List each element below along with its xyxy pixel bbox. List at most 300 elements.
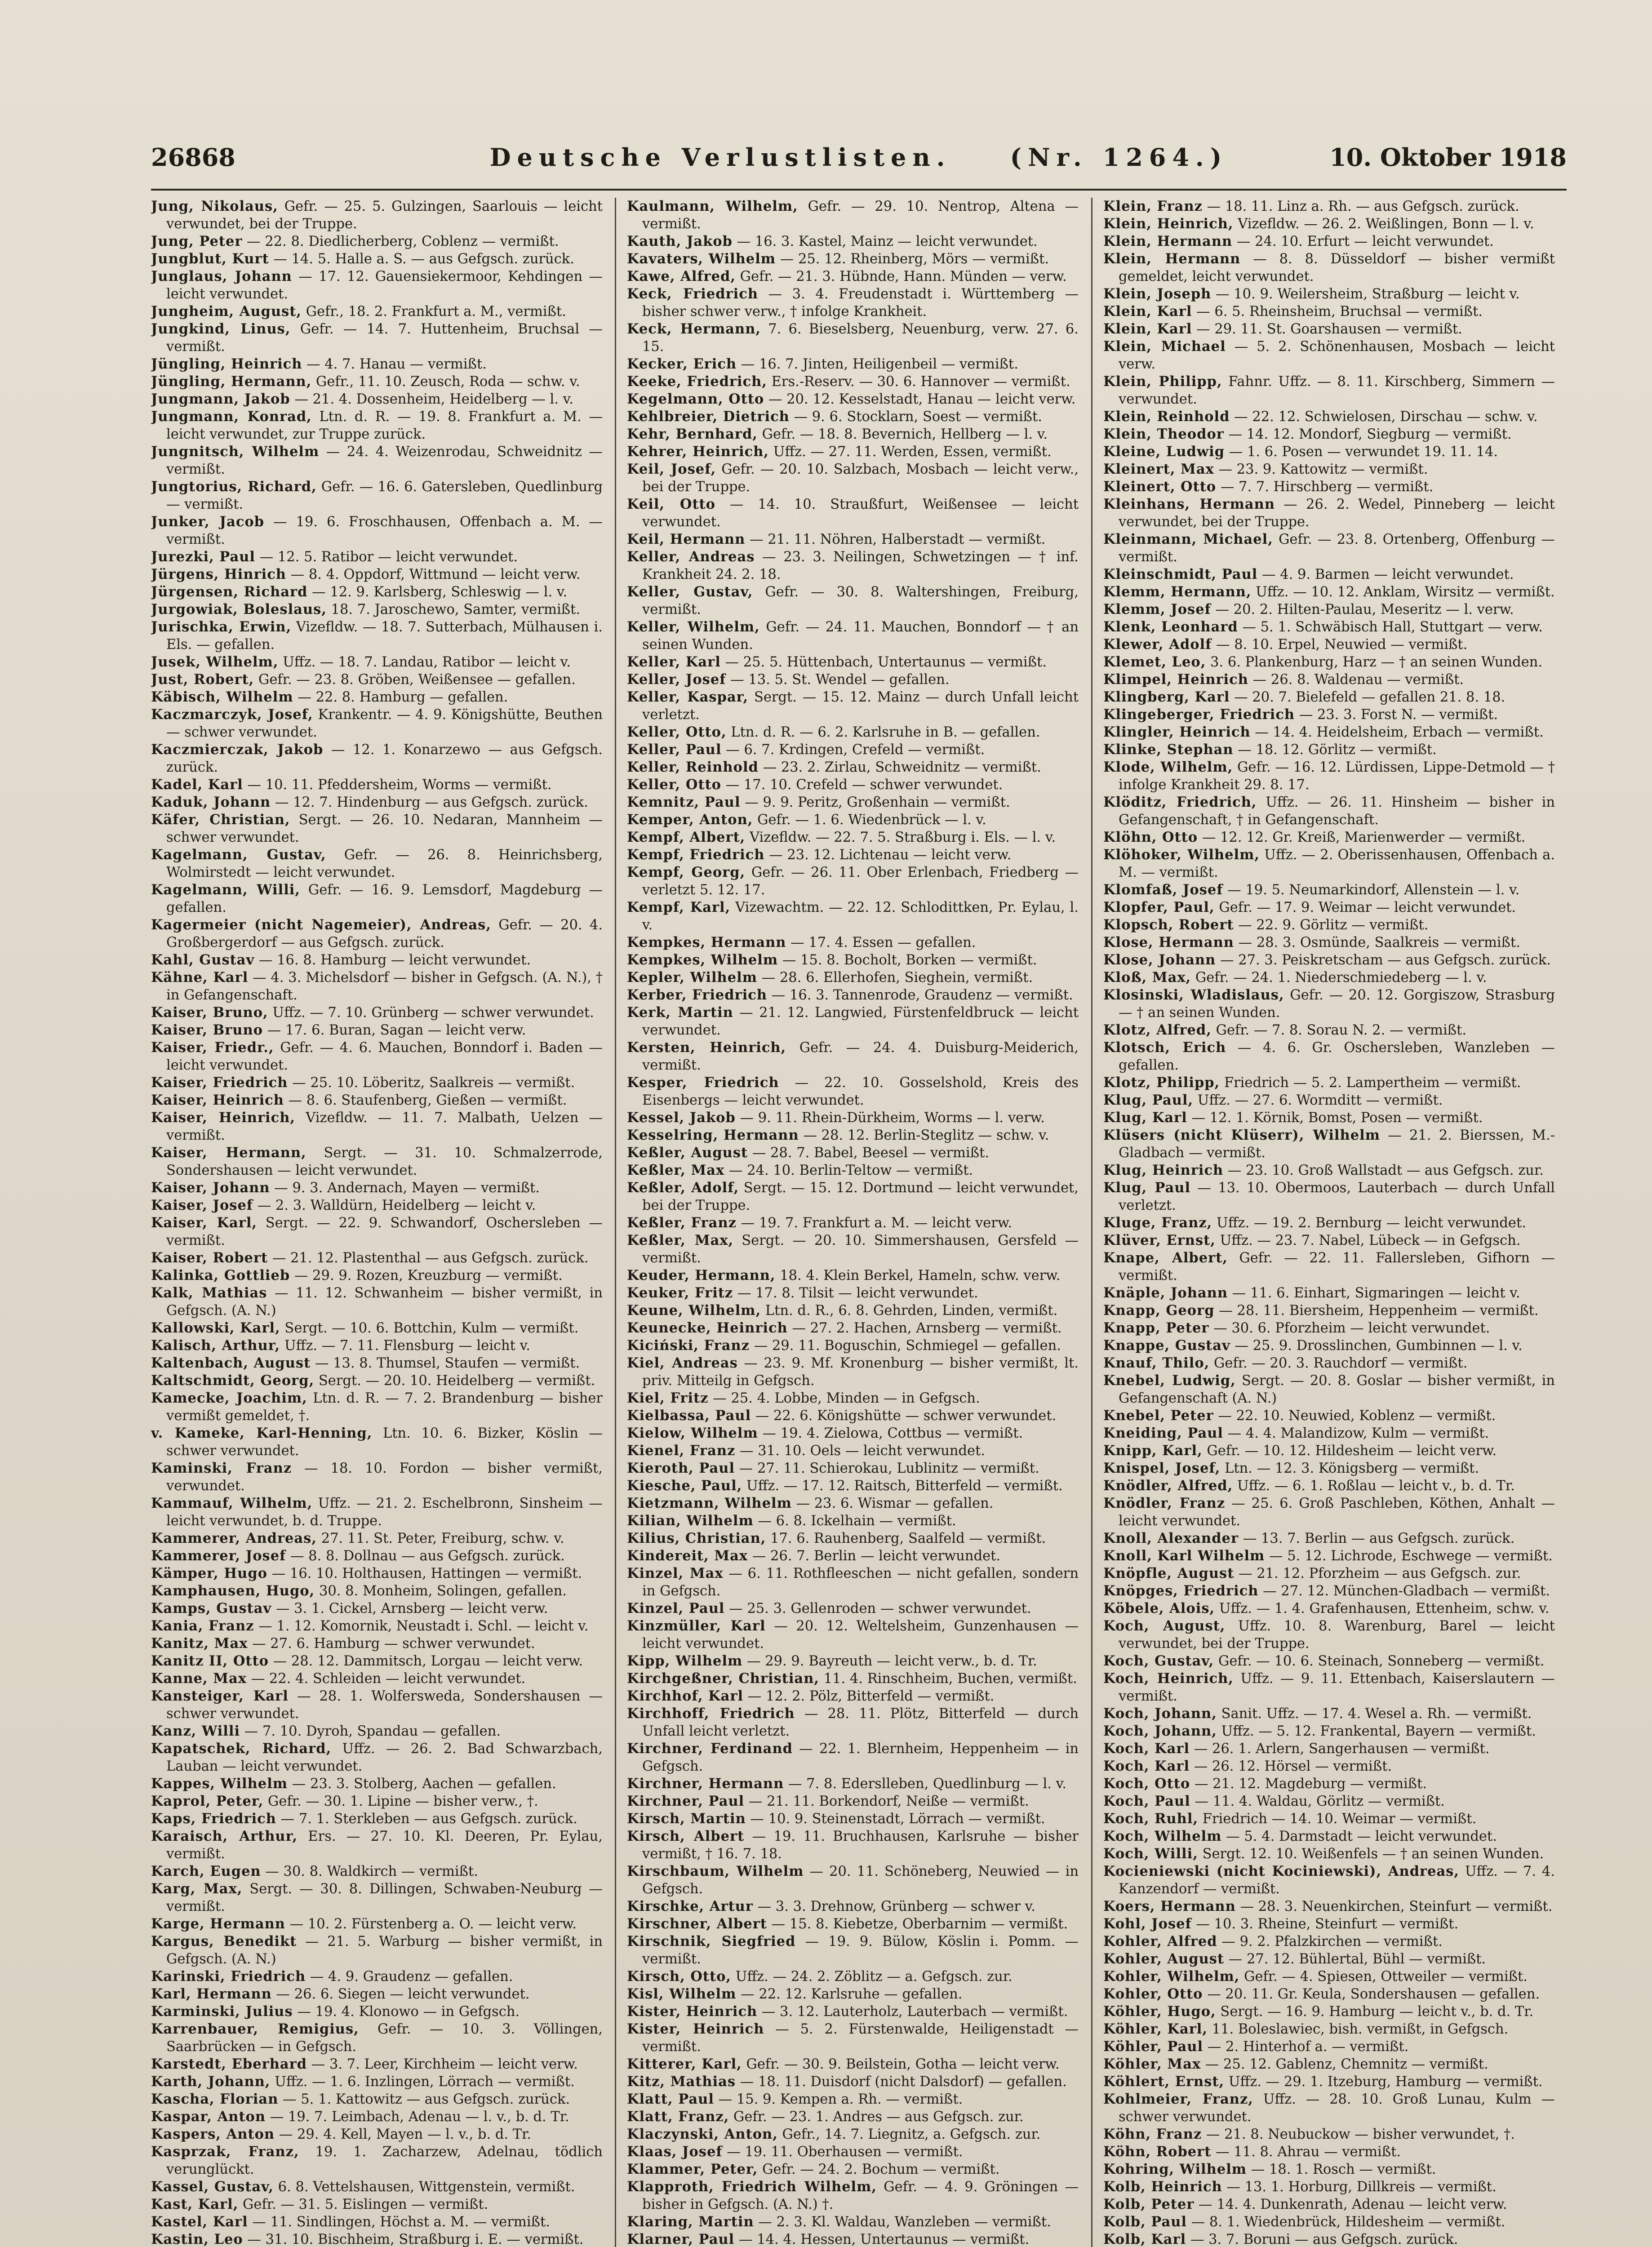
entry-details: — 5. 4. Darmstadt — leicht verwundet.	[1226, 1829, 1497, 1844]
entry-details: — 16. 3. Kastel, Mainz — leicht verwundet.	[737, 234, 1038, 249]
list-entry	[151, 198, 603, 233]
entry-details: — 2. 3. Walldürn, Heidelberg — leicht v.	[257, 1198, 536, 1213]
entry-name: Klingeberger, Friedrich	[1103, 706, 1295, 723]
entry-details: 18. 4. Klein Berkel, Hameln, schw. verw.	[780, 1268, 1061, 1283]
entry-name: Koch, August,	[1103, 1618, 1226, 1634]
list-entry	[151, 1372, 603, 1390]
list-entry	[627, 1074, 1079, 1109]
entry-name: Karrenbauer, Remigius,	[151, 2021, 359, 2037]
entry-details: 19. 1. Zacharzew, Adelnau, tödlich verunglückt.	[166, 2144, 603, 2177]
entry-name: Kirsch, Albert	[627, 1828, 745, 1844]
list-entry	[151, 881, 603, 916]
list-entry	[1103, 1495, 1555, 1530]
entry-name: Klug, Karl	[1103, 1110, 1187, 1126]
list-entry	[627, 1407, 1079, 1425]
entry-details: Sergt. — 20. 8. Goslar — bisher vermißt, in Gefangenschaft (A. N.)	[1119, 1373, 1555, 1406]
list-entry	[151, 1074, 603, 1092]
list-entry	[151, 2073, 603, 2091]
list-entry	[627, 1495, 1079, 1512]
entry-name: Knape, Albert,	[1103, 1250, 1228, 1266]
entry-details: — 28. 11. Biersheim, Heppenheim — vermißt.	[1219, 1303, 1539, 1319]
entry-details: — 8. 6. Staufenberg, Gießen — vermißt.	[288, 1092, 567, 1108]
list-entry	[151, 1723, 603, 1740]
entry-details: Sergt. — 20. 10. Heidelberg — vermißt.	[318, 1373, 595, 1389]
list-entry	[1103, 198, 1555, 215]
entry-name: Kagermeier (nicht Nagemeier), Andreas,	[151, 917, 491, 933]
entry-details: — 20. 12. Weltelsheim, Gunzenhausen — leicht verwundet.	[642, 1618, 1079, 1652]
entry-name: Kiesche, Paul,	[627, 1478, 742, 1494]
entry-details: Uffz. — 9. 11. Ettenbach, Kaiserslautern — vermißt.	[1119, 1671, 1555, 1704]
entry-name: Köhn, Franz	[1103, 2126, 1202, 2142]
entry-details: 30. 8. Monheim, Solingen, gefallen.	[319, 1583, 567, 1599]
entry-details: — 12. 12. Gr. Kreiß, Marienwerder — vermißt.	[1202, 830, 1526, 845]
list-entry	[151, 1179, 603, 1197]
list-entry	[627, 2143, 1079, 2161]
list-entry	[151, 951, 603, 969]
entry-name: Käbisch, Wilhelm	[151, 689, 293, 705]
entry-details: Uffz. — 1. 4. Grafenhausen, Ettenheim, schw. v.	[1219, 1601, 1550, 1616]
list-entry	[1103, 1968, 1555, 1985]
list-entry	[1103, 1477, 1555, 1495]
entry-name: Klaas, Josef	[627, 2144, 723, 2160]
entry-name: Kaspar, Anton	[151, 2109, 266, 2125]
entry-details: — 5. 2. Fürstenwalde, Heiligenstadt — vermißt.	[642, 2021, 1079, 2055]
entry-name: Klein, Joseph	[1103, 286, 1212, 302]
entry-name: Kawe, Alfred,	[627, 268, 736, 284]
list-entry	[1103, 1407, 1555, 1425]
entry-name: Kienel, Franz	[627, 1443, 736, 1459]
entry-name: Junker, Jacob	[151, 514, 265, 530]
entry-details: Fahnr. Uffz. — 8. 11. Kirschberg, Simmern — verwundet.	[1119, 374, 1555, 407]
entry-details: — 6. 11. Rothfleeschen — nicht gefallen, sondern in Gefgsch.	[642, 1566, 1079, 1599]
entry-details: Ltn. d. R., 6. 8. Gehrden, Linden, vermißt.	[765, 1303, 1058, 1319]
entry-name: Kadel, Karl	[151, 777, 243, 793]
entry-name: Klatt, Franz,	[627, 2109, 729, 2125]
entry-name: Kammerer, Josef	[151, 1548, 286, 1564]
list-entry	[151, 2108, 603, 2126]
list-entry	[1103, 2003, 1555, 2021]
entry-details: — 3. 7. Leer, Kirchheim — leicht verw.	[311, 2056, 578, 2072]
list-entry	[1103, 846, 1555, 881]
list-entry	[1103, 215, 1555, 233]
entry-name: Jungnitsch, Wilhelm	[151, 444, 320, 460]
entry-name: Klemet, Leo,	[1103, 654, 1206, 670]
entry-name: Klöhn, Otto	[1103, 829, 1198, 845]
entry-name: Kneiding, Paul	[1103, 1425, 1223, 1441]
entry-name: Knapp, Peter	[1103, 1320, 1209, 1336]
entry-details: — 13. 7. Berlin — aus Gefgsch. zurück.	[1243, 1531, 1515, 1546]
list-entry	[1103, 303, 1555, 320]
entry-name: Jusek, Wilhelm,	[151, 654, 279, 670]
entry-name: Kavaters, Wilhelm	[627, 251, 776, 267]
entry-name: Kilian, Wilhelm	[627, 1513, 754, 1529]
list-entry	[151, 671, 603, 688]
list-entry	[151, 653, 603, 671]
list-entry	[627, 794, 1079, 811]
entry-name: Keller, Gustav,	[627, 584, 753, 600]
list-entry	[1103, 2161, 1555, 2178]
entry-details: Uffz. — 5. 12. Frankental, Bayern — vermißt.	[1221, 1723, 1536, 1739]
list-entry	[1103, 881, 1555, 899]
list-entry	[151, 2091, 603, 2108]
list-entry	[1103, 461, 1555, 478]
list-entry	[151, 1319, 603, 1337]
list-entry	[1103, 2178, 1555, 2196]
list-entry	[1103, 583, 1555, 601]
entry-details: — 23. 2. Zirlau, Schweidnitz — vermißt.	[763, 759, 1041, 775]
entry-name: Koch, Ruhl,	[1103, 1811, 1199, 1827]
entry-name: Keßler, Max,	[627, 1232, 734, 1248]
list-entry	[627, 233, 1079, 250]
entry-name: Kolb, Peter	[1103, 2196, 1195, 2212]
entry-name: Klug, Heinrich	[1103, 1162, 1224, 1178]
entry-details: — 31. 10. Oels — leicht verwundet.	[740, 1443, 986, 1459]
entry-name: Kiciński, Franz	[627, 1337, 750, 1354]
entry-name: Köbele, Alois,	[1103, 1600, 1215, 1616]
list-entry	[151, 846, 603, 881]
list-entry	[1103, 1425, 1555, 1442]
list-entry	[151, 969, 603, 1004]
entry-name: Kinzel, Max	[627, 1565, 724, 1581]
entry-name: Knipp, Karl,	[1103, 1443, 1203, 1459]
entry-name: Klotsch, Erich	[1103, 1039, 1226, 1056]
entry-details: Sergt. — 15. 12. Dortmund — leicht verwundet, bei der Truppe.	[642, 1180, 1079, 1213]
entry-details: — 8. 8. Dollnau — aus Gefgsch. zurück.	[290, 1548, 565, 1564]
entry-name: Knispel, Josef,	[1103, 1460, 1221, 1476]
entry-name: Klein, Reinhold	[1103, 409, 1230, 425]
entry-name: Karch, Eugen	[151, 1863, 261, 1879]
entry-name: Karinski, Friedrich	[151, 1968, 306, 1985]
list-entry	[627, 2003, 1079, 2021]
entry-name: Kehrer, Heinrich,	[627, 444, 769, 460]
list-entry	[1103, 1460, 1555, 1477]
entry-name: Kipp, Wilhelm	[627, 1653, 743, 1669]
list-entry	[627, 355, 1079, 373]
entry-details: — 4. 7. Hanau — vermißt.	[306, 356, 487, 372]
list-entry	[1103, 566, 1555, 583]
entry-details: Sergt. — 26. 10. Nedaran, Mannheim — schwer verwundet.	[166, 812, 603, 845]
list-entry	[627, 1687, 1079, 1705]
entry-details: Gefr. — 29. 10. Nentrop, Altena — vermißt.	[642, 199, 1079, 232]
entry-name: Klein, Karl	[1103, 303, 1192, 320]
entry-name: Kaiser, Johann	[151, 1180, 270, 1196]
entry-name: Kohler, Otto	[1103, 1986, 1203, 2002]
entry-details: — 17. 8. Tilsit — leicht verwundet.	[737, 1285, 978, 1301]
entry-details: — 23. 9. Kattowitz — vermißt.	[1218, 462, 1428, 477]
entry-details: — 21. 2. Bierssen, M.-Gladbach — vermißt.	[1119, 1128, 1555, 1161]
list-entry	[151, 2143, 603, 2178]
entry-details: Sergt. — 15. 12. Mainz — durch Unfall leicht verletzt.	[642, 689, 1079, 723]
entry-details: Gefr. — 4. 6. Mauchen, Bonndorf i. Baden — leicht verwundet.	[166, 1040, 603, 1073]
list-entry	[1103, 2196, 1555, 2213]
entry-name: Kallowski, Karl,	[151, 1320, 280, 1336]
list-entry	[151, 373, 603, 391]
entry-name: Kocieniewski (nicht Kociniewski), Andreas,	[1103, 1863, 1460, 1879]
entry-name: Klopsch, Robert	[1103, 917, 1234, 933]
list-entry	[1103, 1092, 1555, 1109]
entry-details: — 21. 12. Pforzheim — aus Gefgsch. zur.	[1239, 1566, 1521, 1581]
entry-name: Kehlbreier, Dietrich	[627, 409, 790, 425]
entry-details: — 23. 3. Neilingen, Schwetzingen — † inf. Krankheit 24. 2. 18.	[642, 549, 1079, 582]
entry-name: Kasprzak, Franz,	[151, 2144, 299, 2160]
entry-name: Jürgensen, Richard	[151, 584, 308, 600]
entry-name: Kemper, Anton,	[627, 812, 753, 828]
list-entry	[1103, 934, 1555, 951]
entry-details: — 22. 10. Gosselshold, Kreis des Eisenbergs — leicht verwundet.	[642, 1075, 1079, 1108]
entry-name: Keil, Josef,	[627, 461, 716, 477]
list-entry	[1103, 1214, 1555, 1232]
entry-name: Kanitz II, Otto	[151, 1653, 269, 1669]
entry-details: Gefr. — 21. 3. Hübnde, Hann. Münden — verw.	[740, 269, 1067, 284]
list-entry	[1103, 1950, 1555, 1968]
entry-details: — 7. 1. Sterkleben — aus Gefgsch. zurück.	[280, 1811, 577, 1827]
entry-name: Kaiser, Friedrich	[151, 1075, 288, 1091]
list-entry	[1103, 1723, 1555, 1740]
entry-name: Kessel, Jakob	[627, 1110, 736, 1126]
entry-details: — 14. 4. Heidelsheim, Erbach — vermißt.	[1255, 724, 1544, 740]
entry-details: Gefr. — 16. 12. Lürdissen, Lippe-Detmold — † infolge Krankheit 29. 8. 17.	[1119, 759, 1555, 793]
entry-details: Gefr. — 26. 8. Heinrichsberg, Wolmirstedt — leicht verwundet.	[166, 847, 603, 880]
list-entry	[1103, 1179, 1555, 1214]
list-entry	[1103, 2091, 1555, 2126]
entry-details: Gefr. — 23. 8. Gröben, Weißensee — gefallen.	[258, 672, 576, 688]
entry-name: Kastel, Karl	[151, 2214, 248, 2230]
entry-name: Kempkes, Wilhelm	[627, 952, 778, 968]
column-3	[1103, 198, 1555, 2247]
entry-details: — 20. 12. Kesselstadt, Hanau — leicht verw.	[768, 391, 1076, 407]
list-entry	[627, 688, 1079, 724]
entry-name: Kagelmann, Gustav,	[151, 847, 326, 863]
list-entry	[1103, 478, 1555, 496]
entry-details: — 30. 6. Pforzheim — leicht verwundet.	[1213, 1320, 1490, 1336]
entry-details: Gefr. — 20. 3. Rauchdorf — vermißt.	[1214, 1355, 1468, 1371]
list-entry	[627, 268, 1079, 285]
list-entry	[1103, 2038, 1555, 2056]
list-entry	[1103, 1915, 1555, 1933]
entry-details: Uffz. — 23. 7. Nabel, Lübeck — in Gefgsch.	[1220, 1233, 1521, 1248]
entry-name: Kascha, Florian	[151, 2091, 279, 2107]
entry-name: Kammerer, Andreas,	[151, 1530, 317, 1546]
entry-name: Kirschbaum, Wilhelm	[627, 1863, 804, 1879]
list-entry	[151, 1109, 603, 1144]
list-entry	[627, 1425, 1079, 1442]
entry-name: Kister, Heinrich	[627, 2003, 758, 2020]
entry-name: Kleinmann, Michael,	[1103, 531, 1273, 547]
entry-name: Koch, Gustav,	[1103, 1653, 1214, 1669]
entry-name: Keuder, Hermann,	[627, 1267, 776, 1283]
entry-details: — 28. 3. Neuenkirchen, Steinfurt — vermißt.	[1240, 1899, 1553, 1914]
entry-name: Keil, Otto	[627, 496, 715, 512]
list-entry	[627, 2231, 1079, 2247]
entry-details: — 13. 10. Obermoos, Lauterbach — durch Unfall verletzt.	[1119, 1180, 1555, 1213]
list-entry	[1103, 285, 1555, 303]
entry-name: Koch, Willi,	[1103, 1846, 1198, 1862]
entry-details: — 25. 5. Hüttenbach, Untertaunus — vermißt.	[725, 654, 1047, 670]
entry-details: Gefr. — 30. 8. Waltershingen, Freiburg, vermißt.	[642, 584, 1079, 617]
entry-name: Kitterer, Karl,	[627, 2056, 742, 2072]
list-entry	[151, 355, 603, 373]
list-entry	[627, 934, 1079, 951]
list-entry	[151, 706, 603, 741]
list-entry	[1103, 1793, 1555, 1810]
entry-details: Uffz. — 21. 2. Eschelbronn, Sinsheim — leicht verwundet, b. d. Truppe.	[166, 1496, 603, 1529]
entry-name: Kaltschmidt, Georg,	[151, 1372, 315, 1389]
entry-name: Kaiser, Hermann,	[151, 1145, 306, 1161]
entry-name: Jurischka, Erwin,	[151, 619, 292, 635]
entry-name: Köhler, Max	[1103, 2056, 1201, 2072]
entry-details: — 17. 10. Crefeld — schwer verwundet.	[725, 777, 1003, 793]
entry-name: Kahl, Gustav	[151, 952, 255, 968]
list-entry	[151, 2178, 603, 2196]
entry-details: — 14. 4. Dunkenrath, Adenau — leicht verw.	[1199, 2197, 1507, 2212]
entry-details: — 29. 11. St. Goarshausen — vermißt.	[1196, 321, 1462, 337]
entry-details: — 6. 5. Rheinsheim, Bruchsal — vermißt.	[1196, 304, 1483, 320]
entry-name: Kloß, Max,	[1103, 969, 1191, 986]
entry-name: Knöpges, Friedrich	[1103, 1583, 1259, 1599]
entry-name: Kitz, Mathias	[627, 2074, 736, 2090]
entry-name: Klingberg, Karl	[1103, 689, 1230, 705]
entry-name: Kaltenbach, August	[151, 1355, 311, 1371]
list-entry	[1103, 2231, 1555, 2247]
list-entry	[151, 1565, 603, 1582]
entry-name: Keller, Otto,	[627, 724, 727, 740]
entry-name: Keune, Wilhelm,	[627, 1302, 761, 1319]
entry-details: — 28. 12. Dammitsch, Lorgau — leicht verw.	[273, 1653, 583, 1669]
list-entry	[151, 794, 603, 811]
entry-details: — 19. 4. Zielowa, Cottbus — vermißt.	[762, 1425, 1023, 1441]
entry-details: 6. 8. Vettelshausen, Wittgenstein, vermißt.	[278, 2179, 575, 2195]
entry-details: Gefr. — 24. 1. Niederschmiedeberg — l. v.	[1195, 970, 1487, 986]
entry-details: Sergt. — 22. 9. Schwandorf, Oschersleben — vermißt.	[166, 1215, 603, 1248]
entry-details: — 14. 12. Mondorf, Siegburg — vermißt.	[1228, 426, 1512, 442]
entry-details: — 6. 7. Krdingen, Crefeld — vermißt.	[726, 742, 985, 758]
entry-name: Keuker, Fritz	[627, 1285, 733, 1301]
list-entry	[627, 2213, 1079, 2231]
entry-details: Sanit. Uffz. — 17. 4. Wesel a. Rh. — vermißt.	[1221, 1706, 1532, 1722]
entry-name: Jungtorius, Richard,	[151, 479, 317, 495]
entry-details: — 18. 10. Fordon — bisher vermißt, verwundet.	[166, 1461, 603, 1494]
list-entry	[151, 268, 603, 303]
entry-details: — 21. 11. Borkendorf, Neiße — vermißt.	[748, 1794, 1029, 1809]
list-entry	[151, 1828, 603, 1863]
entry-details: Krankentr. — 4. 9. Königshütte, Beuthen — schwer verwundet.	[166, 707, 603, 740]
entry-name: Köhler, Karl,	[1103, 2021, 1208, 2037]
entry-details: — 27. 2. Hachen, Arnsberg — vermißt.	[792, 1320, 1062, 1336]
entry-details: — 3. 12. Lauterholz, Lauterbach — vermißt.	[761, 2004, 1068, 2020]
entry-name: Kolb, Heinrich	[1103, 2179, 1222, 2195]
list-entry	[1103, 899, 1555, 916]
entry-name: Kersten, Heinrich,	[627, 1039, 786, 1056]
entry-name: Kaprol, Peter,	[151, 1793, 264, 1809]
entry-name: Kolb, Paul	[1103, 2214, 1187, 2230]
entry-name: Klotz, Philipp,	[1103, 1075, 1220, 1091]
list-entry	[1103, 1354, 1555, 1372]
entry-details: — 24. 10. Berlin-Teltow — vermißt.	[728, 1163, 973, 1178]
entry-details: 17. 6. Rauhenberg, Saalfeld — vermißt.	[770, 1531, 1046, 1546]
entry-details: Ltn. 10. 6. Bizker, Köslin — schwer verwundet.	[166, 1425, 603, 1459]
entry-name: Knödler, Franz	[1103, 1495, 1226, 1511]
entry-name: Kaiser, Friedr.,	[151, 1039, 274, 1056]
entry-name: Kaiser, Heinrich	[151, 1092, 284, 1108]
list-entry	[627, 1477, 1079, 1495]
entry-details: — 5. 12. Lichrode, Eschwege — vermißt.	[1269, 1548, 1553, 1564]
entry-details: — 11. 6. Einhart, Sigmaringen — leicht v.	[1232, 1285, 1520, 1301]
entry-name: Kanz, Willi	[151, 1723, 240, 1739]
entry-name: Kappes, Wilhelm	[151, 1776, 288, 1792]
list-entry	[151, 566, 603, 583]
entry-details: — 24. 4. Weizenrodau, Schweidnitz — vermißt.	[166, 444, 603, 477]
entry-details: Friedrich — 14. 10. Weimar — vermißt.	[1202, 1811, 1477, 1827]
entry-name: Karth, Johann,	[151, 2074, 271, 2090]
entry-details: — 13. 8. Thumsel, Staufen — vermißt.	[315, 1355, 580, 1371]
list-entry	[1103, 706, 1555, 724]
entry-name: Klein, Hermann	[1103, 251, 1241, 267]
entry-name: Klemm, Hermann,	[1103, 584, 1252, 600]
list-entry	[1103, 1547, 1555, 1565]
entry-name: Klein, Hermann	[1103, 233, 1233, 249]
entry-details: — 22. 6. Königshütte — schwer verwundet.	[755, 1408, 1057, 1424]
entry-name: Klug, Paul	[1103, 1180, 1191, 1196]
entry-name: Keeke, Friedrich,	[627, 373, 767, 390]
list-entry	[1103, 1933, 1555, 1950]
entry-details: — 25. 10. Löberitz, Saalkreis — vermißt.	[292, 1075, 575, 1091]
list-entry	[627, 1267, 1079, 1284]
list-entry	[151, 1863, 603, 1880]
entry-name: Kastin, Leo	[151, 2231, 243, 2247]
header-rule	[151, 189, 1567, 191]
entry-details: Sergt. — 20. 10. Simmershausen, Gersfeld — vermißt.	[642, 1233, 1079, 1266]
entry-name: Jungmann, Jakob	[151, 391, 290, 407]
list-entry	[151, 1880, 603, 1915]
list-entry	[151, 1740, 603, 1775]
entry-details: — 30. 8. Waldkirch — vermißt.	[265, 1864, 479, 1879]
entry-name: v. Kameke, Karl-Henning,	[151, 1425, 373, 1441]
list-entry	[1103, 2126, 1555, 2143]
entry-name: Kirschner, Albert	[627, 1916, 767, 1932]
entry-name: Köhler, Hugo,	[1103, 2003, 1216, 2020]
entry-name: Keller, Otto	[627, 777, 721, 793]
list-entry	[627, 2178, 1079, 2213]
entry-details: Uffz. — 27. 11. Werden, Essen, vermißt.	[773, 444, 1052, 460]
list-entry	[1103, 618, 1555, 636]
entry-name: Köhlert, Ernst,	[1103, 2074, 1225, 2090]
entry-details: Ltn. d. R. — 19. 8. Frankfurt a. M. — leicht verwundet, zur Truppe zurück.	[166, 409, 603, 442]
entry-details: — 4. 9. Barmen — leicht verwundet.	[1262, 567, 1514, 582]
entry-name: Knauf, Thilo,	[1103, 1355, 1210, 1371]
entry-name: Kohring, Wilhelm	[1103, 2161, 1247, 2177]
list-entry	[1103, 1372, 1555, 1407]
entry-details: — 16. 7. Jinten, Heiligenbeil — vermißt.	[741, 356, 1018, 372]
list-entry	[627, 1144, 1079, 1162]
entry-name: Jung, Peter	[151, 233, 243, 249]
entry-name: Kleinert, Otto	[1103, 479, 1217, 495]
list-entry	[1103, 1617, 1555, 1652]
entry-details: — 21. 12. Plastenthal — aus Gefgsch. zurück.	[272, 1250, 589, 1266]
entry-name: Klose, Johann	[1103, 952, 1216, 968]
page-number: 26868	[151, 143, 235, 172]
list-entry	[1103, 426, 1555, 443]
list-entry	[151, 811, 603, 846]
entry-details: — 11. 4. Waldau, Görlitz — vermißt.	[1195, 1794, 1445, 1809]
entry-details: Gefr. — 20. 10. Salzbach, Mosbach — leicht verw., bei der Truppe.	[642, 462, 1079, 495]
entry-name: Klosinski, Wladislaus,	[1103, 987, 1284, 1003]
list-entry	[1103, 794, 1555, 829]
entry-name: Kietzmann, Wilhelm	[627, 1495, 792, 1511]
entry-details: — 21. 5. Warburg — bisher vermißt, in Gefgsch. (A. N.)	[166, 1934, 603, 1967]
entry-details: — 21. 4. Dossenheim, Heidelberg — l. v.	[294, 391, 573, 407]
entry-details: Ltn. d. R. — 6. 2. Karlsruhe in B. — gefallen.	[731, 724, 1040, 740]
entry-details: — 26. 6. Siegen — leicht verwundet.	[276, 1986, 530, 2002]
